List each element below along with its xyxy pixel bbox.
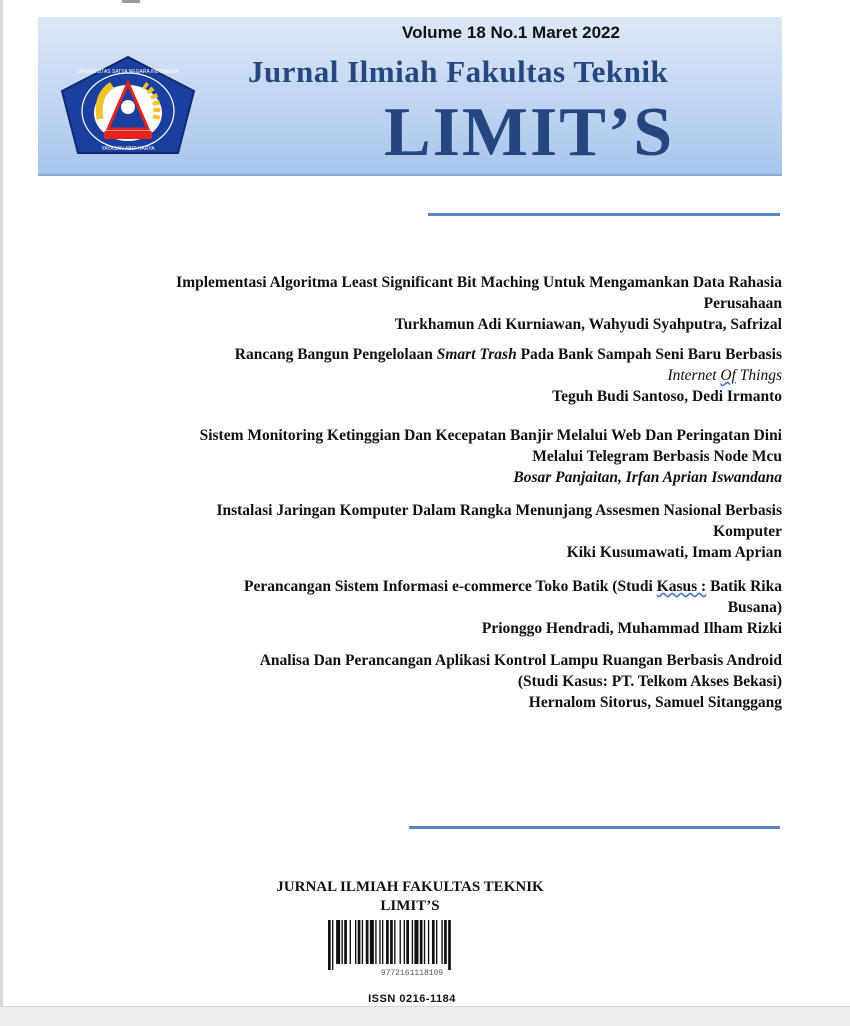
barcode-bar [342,920,343,964]
article-list [100,272,782,713]
footer-journal-title [200,878,620,916]
barcode-digits: 9772161118109 [380,969,444,976]
article-item [100,344,782,407]
article-item [100,425,782,488]
barcode-bar [436,920,437,964]
footer-title-line1: JURNAL ILMIAH FAKULTAS TEKNIK [276,879,544,895]
article-item [100,650,782,713]
barcode-bar [362,920,363,964]
barcode-bar [420,920,423,964]
seal-ring-text-bottom: YAYASAN ABDI KARYA [101,146,155,152]
barcode-bar [414,920,418,964]
barcode-bar [332,920,333,970]
barcode-bar [424,920,425,964]
article-authors: Kiki Kusumawati, Imam Aprian [566,544,782,561]
barcode-bar [386,920,389,964]
page-left-edge [0,0,3,1025]
barcode-bar [406,920,409,964]
barcode-bar [390,920,393,964]
article-authors: Bosar Panjaitan, Irfan Aprian Iswandana [513,469,782,486]
barcode-bar [400,920,401,964]
barcode-bar [404,920,405,964]
article-title-line2: Busana) [727,599,782,616]
article-title: Analisa Dan Perancangan Aplikasi Kontrol Lampu Ruangan Berbasis Android (Studi Kasus: PT. Telkom Akses Bekasi) [259,652,782,690]
barcode-bar [350,920,351,964]
barcode-bar [379,920,380,964]
barcode-bar [428,920,429,964]
barcode-bar [394,920,395,964]
issn-label: ISSN 0216-1184 [368,993,456,1005]
volume-label: Volume 18 No.1 Maret 2022 [402,23,620,42]
barcode-bar [370,920,374,964]
barcode-bar [328,920,331,970]
viewer-bottom-bar [0,1006,850,1026]
article-title-line2: Internet Of Things [667,367,782,384]
barcode-bar [441,920,442,964]
divider-top [428,213,780,216]
article-title: Implementasi Algoritma Least Significant Bit Maching Untuk Mengamankan Data Rahasia Perusahaan [176,274,782,312]
article-title: Sistem Monitoring Ketinggian Dan Kecepatan Banjir Melalui Web Dan Peringatan Dini Melalui Telegram Berbasis Node Mcu [199,427,782,465]
barcode-bar [366,920,369,964]
article-authors: Teguh Budi Santoso, Dedi Irmanto [552,388,782,405]
article-title: Instalasi Jaringan Komputer Dalam Rangka Menunjang Assesmen Nasional Berbasis Komputer [216,502,782,540]
article-authors: Turkhamun Adi Kurniawan, Wahyudi Syahputra, Safrizal [394,316,782,333]
seal-ring-text-top: UNIVERSITAS SATYA NEGARA INDONESIA [77,69,179,75]
barcode-bar [336,920,340,964]
divider-bottom [409,826,780,829]
barcode-bar [382,920,383,964]
barcode-bar [358,920,361,964]
article-item [100,272,782,335]
barcode-bar [444,920,447,964]
article-title: Rancang Bangun Pengelolaan Smart Trash Pada Bank Sampah Seni Baru Berbasis [234,346,782,363]
journal-header [38,17,782,176]
article-title: Perancangan Sistem Informasi e-commerce Toko Batik (Studi Kasus : Batik Rika [244,578,782,595]
article-authors: Prionggo Hendradi, Muhammad Ilham Rizki [481,620,782,637]
footer-title-line2: LIMIT’S [380,898,440,914]
barcode-bar [412,920,413,964]
window-top-tick [122,0,140,3]
article-item [100,576,782,639]
journal-short-title: LIMIT’S [384,94,675,171]
barcode-bar [355,920,356,964]
barcode-bar [448,920,451,970]
barcode-icon [322,918,502,976]
article-item [100,500,782,563]
barcode-bar [375,920,376,964]
journal-name: Jurnal Ilmiah Fakultas Teknik [248,54,669,89]
article-authors: Hernalom Sitorus, Samuel Sitanggang [528,694,782,711]
barcode-bar [344,920,347,964]
barcode-bar [432,920,435,964]
university-seal-icon [56,55,200,161]
